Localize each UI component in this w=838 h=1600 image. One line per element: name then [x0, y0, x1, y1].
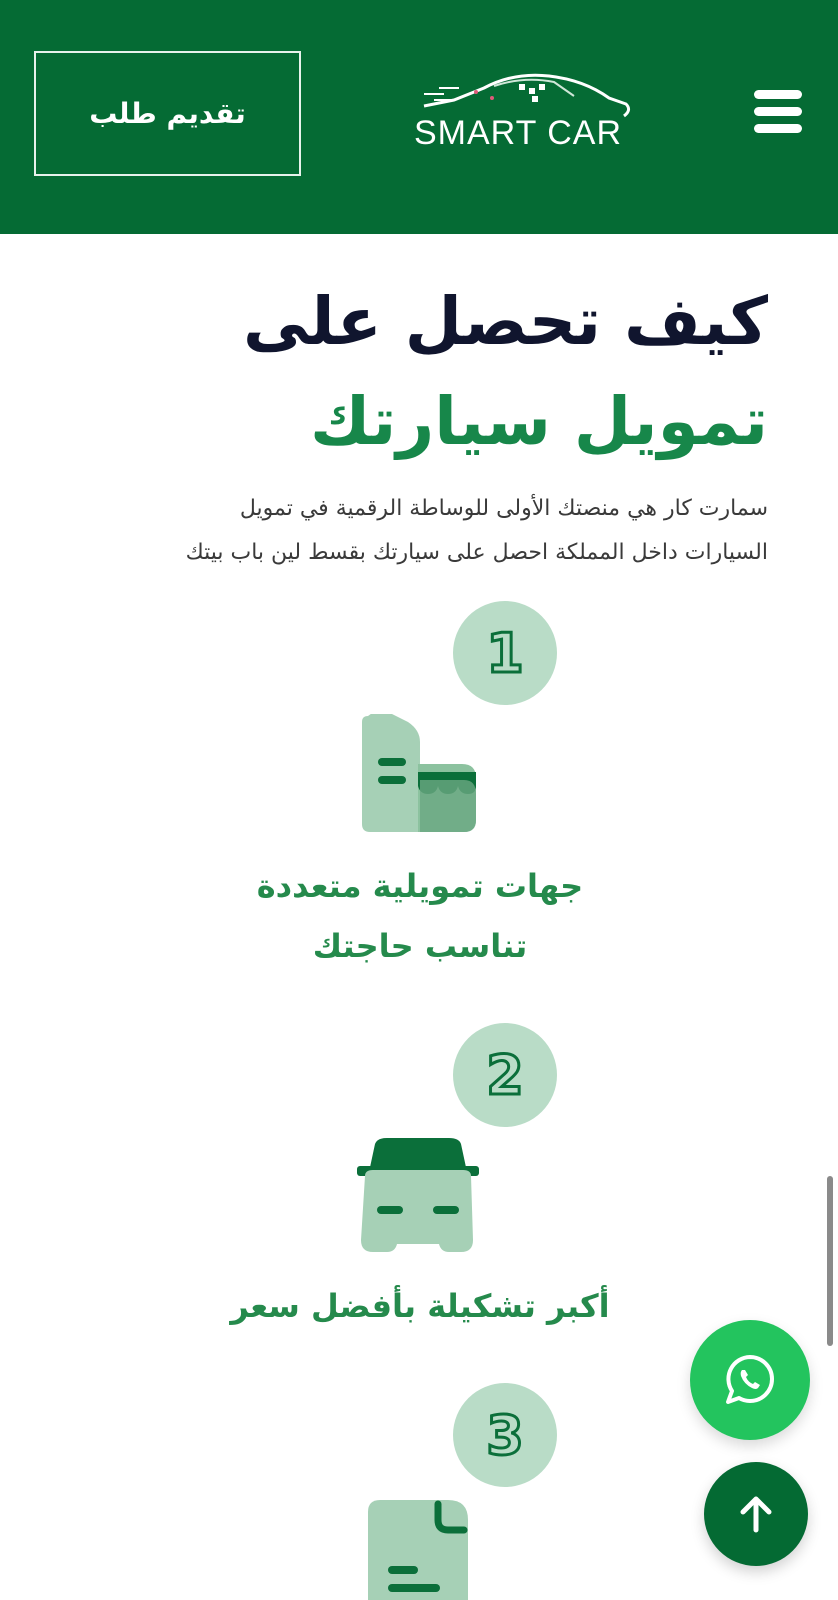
smart-car-logo[interactable]	[414, 70, 636, 160]
step-number-badge: 1	[453, 601, 557, 705]
building-icon	[360, 714, 478, 834]
site-header	[0, 0, 838, 234]
hamburger-menu-icon	[754, 90, 802, 99]
arrow-up-icon	[734, 1492, 778, 1536]
logo-wordmark: SMART CAR	[414, 114, 623, 152]
intro-text	[48, 487, 768, 575]
step-title-line-2: تناسب حاجتك	[312, 927, 528, 965]
hamburger-menu-icon	[754, 124, 802, 133]
car-icon	[355, 1136, 481, 1256]
step-title	[120, 1276, 720, 1336]
title-line-2: تمويل سيارتك	[310, 383, 768, 460]
title-line-1: كيف تحصل على	[243, 283, 768, 360]
page-title	[68, 272, 768, 472]
intro-line-2: السيارات داخل المملكة احصل على سيارتك بقسط لين باب بيتك	[185, 540, 768, 565]
back-to-top-button[interactable]	[704, 1462, 808, 1566]
step-title-line-1: أكبر تشكيلة بأفضل سعر	[230, 1287, 610, 1325]
document-icon	[366, 1498, 470, 1600]
step-number-badge: 2	[453, 1023, 557, 1127]
step-number-badge: 3	[453, 1383, 557, 1487]
whatsapp-button[interactable]	[690, 1320, 810, 1440]
submit-request-button[interactable]: تقديم طلب	[34, 51, 301, 176]
scrollbar-thumb[interactable]	[827, 1176, 833, 1346]
step-title	[120, 856, 720, 976]
menu-button[interactable]	[754, 90, 802, 136]
hamburger-menu-icon	[754, 107, 802, 116]
intro-line-1: سمارت كار هي منصتك الأولى للوساطة الرقمية في تمويل	[239, 496, 768, 521]
step-title-line-1: جهات تمويلية متعددة	[256, 867, 584, 905]
whatsapp-icon	[722, 1352, 778, 1408]
